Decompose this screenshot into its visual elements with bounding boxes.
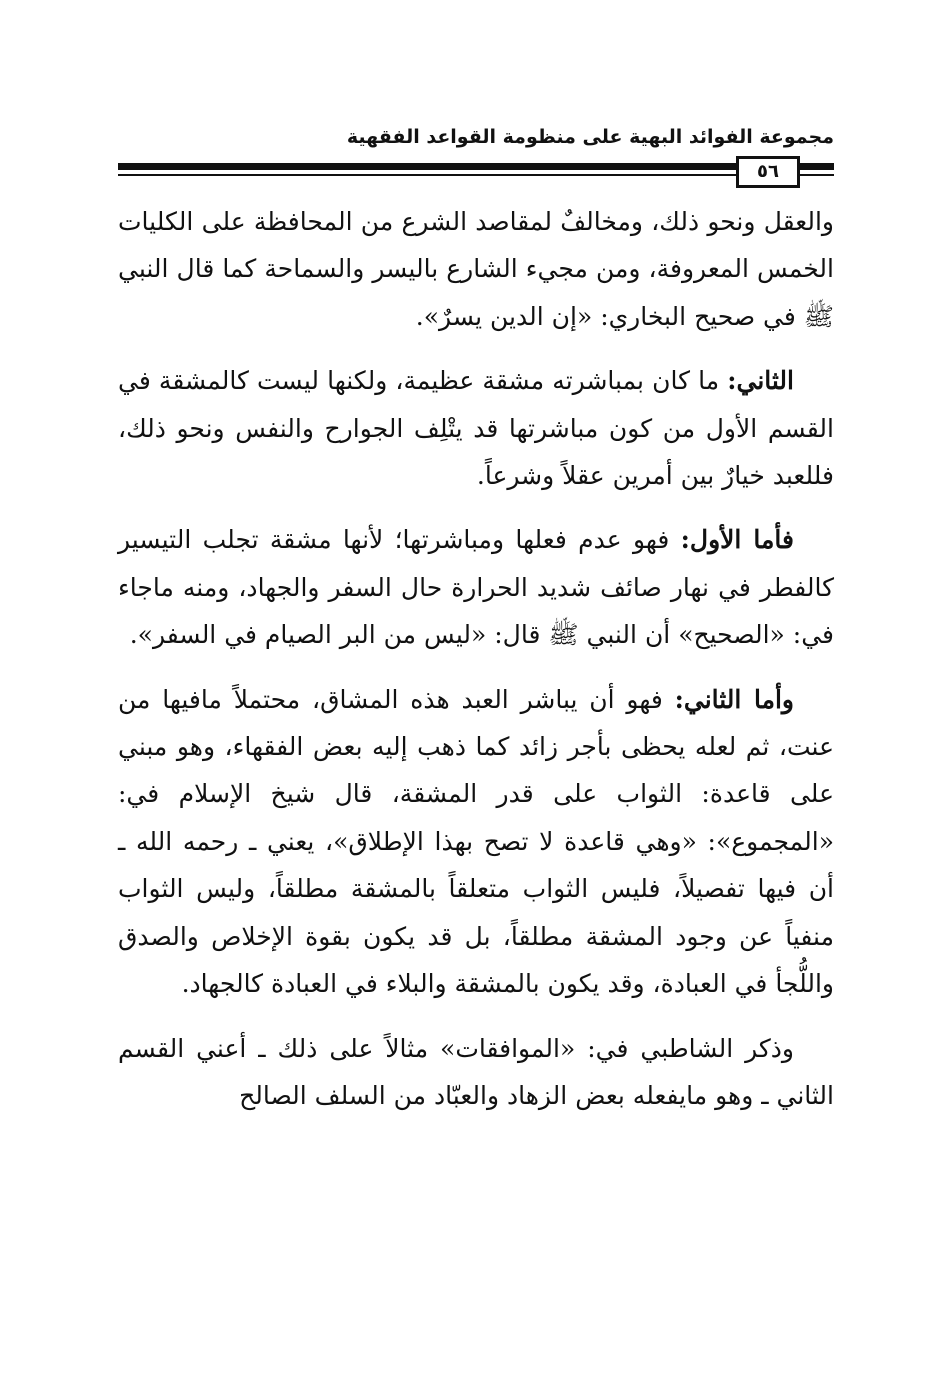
paragraph-1-text: والعقل ونحو ذلك، ومخالفٌ لمقاصد الشرع من المحافظة على الكليات الخمس المعروفة، ومن مجيء الشارع باليسر والسماحة كما قال النبي ﷺ في صحيح البخاري: «إن الدين يسرٌ». [118,207,834,331]
paragraph-3-lead: فأما الأول: [680,525,794,555]
header-rule-thick [118,163,834,170]
page-header [118,126,834,196]
body-text [118,198,834,1136]
paragraph-2-text: ما كان بمباشرته مشقة عظيمة، ولكنها ليست كالمشقة في القسم الأول من كون مباشرتها قد يتْلِف الجوارح والنفس ونحو ذلك، فللعبد خيارٌ بين أمرين عقلاً وشرعاً. [118,366,834,491]
paragraph-4 [118,676,834,1008]
paragraph-2-lead: الثاني: [727,366,794,396]
page-number: ٥٦ [736,156,800,188]
paragraph-3 [118,516,834,658]
paragraph-1 [118,198,834,340]
paragraph-4-lead: وأما الثاني: [674,684,794,714]
paragraph-4-text: فهو أن يباشر العبد هذه المشاق، محتملاً مافيها من عنت، ثم لعله يحظى بأجر زائد كما ذهب إليه بعض الفقهاء، وهو مبني على قاعدة: الثواب على قدر المشقة، قال شيخ الإسلام في: «المجموع»: «وهي قاعدة لا تصح بهذا الإطلاق»، يعني ـ رحمه الله ـ أن فيها تفصيلاً، فليس الثواب متعلقاً بالمشقة مطلقاً، وليس الثواب منفياً عن وجود المشقة مطلقاً، بل قد يكون بقوة الإخلاص والصدق واللُّجأ في العبادة، وقد يكون بالمشقة والبلاء في العبادة كالجهاد. [118,684,834,999]
paragraph-5 [118,1025,834,1120]
paragraph-2 [118,357,834,499]
paragraph-3-text: فهو عدم فعلها ومباشرتها؛ لأنها مشقة تجلب التيسير كالفطر في نهار صائف شديد الحرارة حال السفر والجهاد، ومنه ماجاء في: «الصحيح» أن النبي ﷺ قال: «ليس من البر الصيام في السفر». [118,525,834,650]
header-rule-thin [118,174,834,176]
running-title: مجموعة الفوائد البهية على منظومة القواعد الفقهية [346,126,834,148]
paragraph-5-text: وذكر الشاطبي في: «الموافقات» مثالاً على ذلك ـ أعني القسم الثاني ـ وهو مايفعله بعض الزهاد والعبّاد من السلف الصالح [118,1033,834,1110]
header-rule-stub [808,163,834,170]
